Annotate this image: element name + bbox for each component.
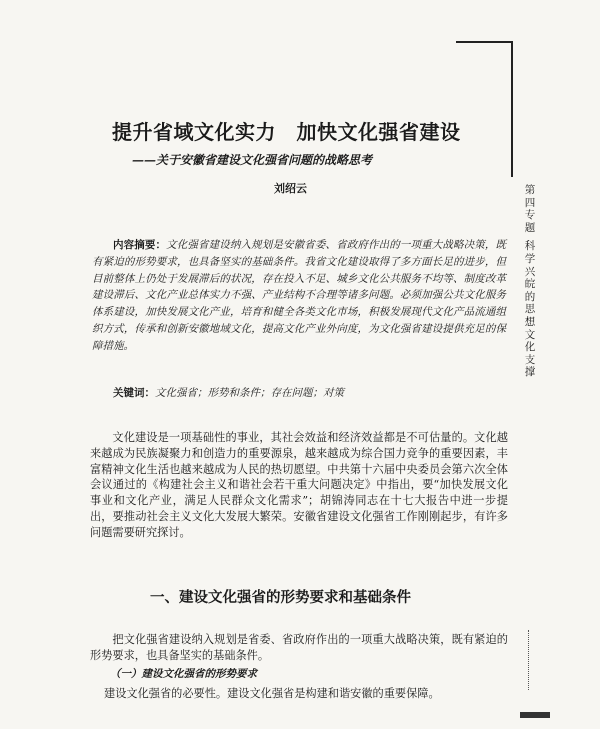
column-issue: 第四专题 bbox=[524, 184, 536, 234]
keywords-label: 关键词： bbox=[113, 387, 155, 399]
right-vertical-rule bbox=[511, 41, 513, 177]
continued-text: 建设文化强省的必要性。建设文化强省是构建和谐安徽的重要保障。 bbox=[104, 687, 440, 700]
abstract bbox=[92, 237, 506, 355]
abstract-text: 文化强省建设纳入规划是安徽省委、省政府作出的一项重大战略决策，既有紧迫的形势要求，也具备坚实的基础条件。我省文化建设取得了多方面长足的进步，但目前整体上仍处于发展滞后的状况，存在投入不足、城乡文化公共服务不均等、制度改革建设滞后、文化产业总体实力不强、产业结构不合理等诸多问题。必须加强公共文化服务体系建设，加快发展文化产业，培育和健全各类文化市场，积极发展现代文化产品流通组织方式，传承和创新安徽地域文化，提高文化产业外向度，为文化强省建设提供充足的保障措施。 bbox=[92, 239, 506, 352]
intro-paragraph: 文化建设是一项基础性的事业，其社会效益和经济效益都是不可估量的。文化越来越成为民族凝聚力和创造力的重要源泉，越来越成为综合国力竞争的重要因素，丰富精神文化生活也越来越成为人民的热切愿望。中共第十六届中央委员会第六次全体会议通过的《构建社会主义和谐社会若干重大问题决定》中指出，要“加快发展文化事业和文化产业，满足人民群众文化需求”；胡锦涛同志在十七大报告中进一步提出，要推动社会主义文化大发展大繁荣。安徽省建设文化强省工作刚刚起步，有许多问题需要研究探讨。 bbox=[90, 431, 508, 539]
keywords bbox=[92, 385, 506, 401]
top-right-rule bbox=[456, 41, 512, 43]
section-paragraph: 把文化强省建设纳入规划是省委、省政府作出的一项重大战略决策，既有紧迫的形势要求，也具备坚实的基础条件。 bbox=[90, 633, 508, 662]
article-author: 刘绍云 bbox=[274, 182, 307, 195]
column-label bbox=[522, 184, 538, 379]
page-corner-mark bbox=[520, 712, 550, 718]
margin-dotted-line bbox=[528, 630, 529, 690]
abstract-label: 内容摘要： bbox=[113, 239, 167, 251]
article-title: 提升省域文化实力 加快文化强省建设 bbox=[112, 120, 461, 144]
column-topic: 科学兴皖的思想文化支撑 bbox=[524, 240, 536, 379]
keywords-text: 文化强省；形势和条件；存在问题；对策 bbox=[155, 387, 344, 399]
section-heading: 一、建设文化强省的形势要求和基础条件 bbox=[150, 590, 411, 606]
article-subtitle: ——关于安徽省建设文化强省问题的战略思考 bbox=[132, 153, 373, 167]
section-body bbox=[90, 632, 508, 664]
intro-section bbox=[90, 430, 508, 541]
sub-heading: （一）建设文化强省的形势要求 bbox=[110, 668, 257, 680]
